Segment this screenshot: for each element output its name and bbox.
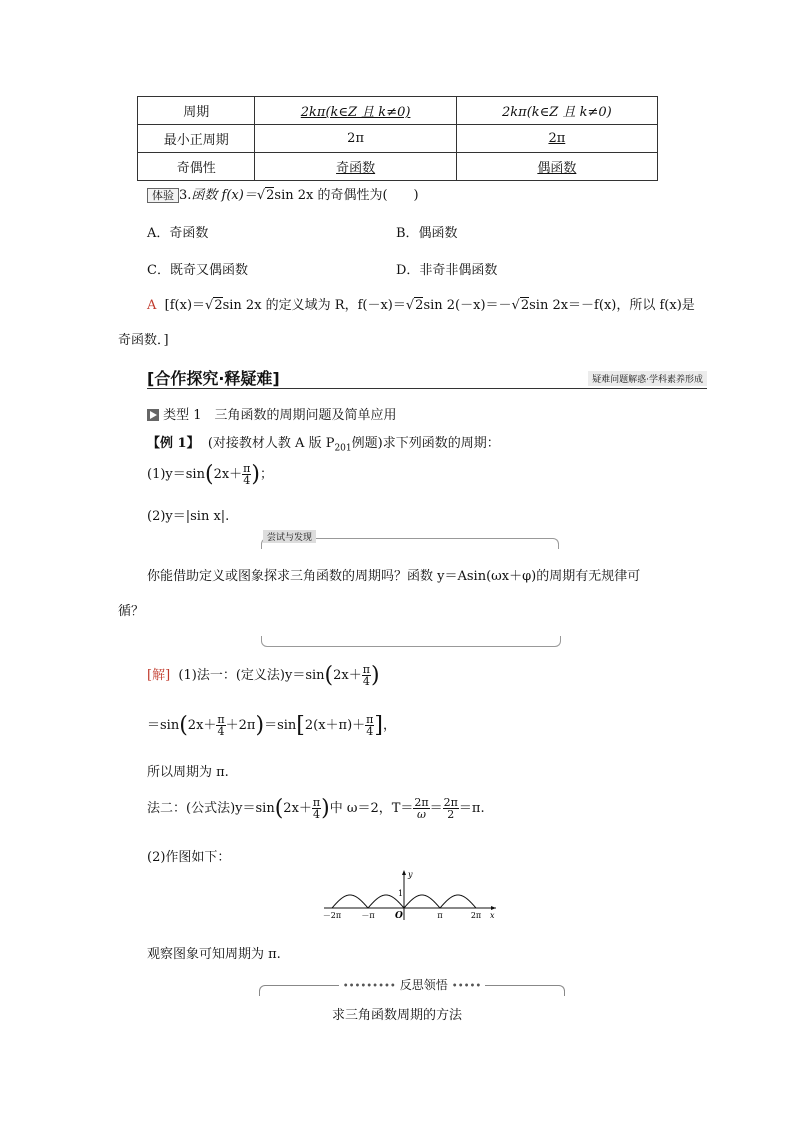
play-triangle-icon [147, 409, 159, 421]
table-cell: 2π [456, 125, 657, 153]
table-cell: 2π [255, 125, 456, 153]
example-label: 【例 1】 [147, 436, 200, 451]
reflect-box-top [259, 976, 565, 996]
option-d: D．非奇非偶函数 [396, 263, 498, 278]
sqrt-icon: √ [511, 298, 520, 313]
x-axis-arrow-icon [491, 906, 496, 910]
reflect-title: 反思领悟 [399, 978, 448, 992]
reflect-dots-icon: ••••• [448, 981, 486, 992]
reflect-subtitle: 求三角函数周期的方法 [331, 1008, 462, 1023]
answer-line-1: A [f(x)＝√2sin 2x 的定义域为 R，f(－x)＝√2sin 2(－x)＝－√2sin 2x＝－f(x)，所以 f(x)是 [147, 298, 695, 313]
try-line-2: 循？ [118, 604, 145, 619]
option-b: B．偶函数 [396, 226, 458, 241]
example-item-1: (1)y＝sin(2x＋ $\frac{\pi}{4}$ )； [147, 462, 274, 487]
solution-line-1: [解] (1)法一：(定义法)y＝sin(2x＋ $\frac{\pi}{4}$ ) [147, 663, 380, 688]
conclusion-2: 观察图象可知周期为 π. [147, 947, 281, 962]
solution-method-2: 法二：(公式法)y＝sin(2x＋ $\frac{\pi}{4}$ )中 ω＝2，T＝ $\frac{2\pi}{\omega}$ ＝ $\frac{2\pi}{2}$ ＝π. [147, 796, 485, 821]
table-row [138, 97, 658, 125]
try-box-title: 尝试与发现 [263, 530, 316, 543]
x-tick-label: －2π [322, 911, 342, 920]
table-cell: 2kπ(k∈Z 且 k≠0) [456, 97, 657, 125]
option-a: A．奇函数 [147, 226, 209, 241]
reflect-dots-icon: ••••••••• [339, 981, 400, 992]
table-cell: 2kπ(k∈Z 且 k≠0) [255, 97, 456, 125]
section-banner [147, 366, 707, 389]
graph-intro: (2)作图如下： [147, 850, 231, 865]
table-cell: 奇函数 [255, 153, 456, 181]
exercise-tag: 体验 [147, 188, 179, 203]
solution-tag: [解] [147, 668, 171, 683]
sqrt-icon: √ [256, 188, 266, 203]
y-label: y [408, 870, 413, 879]
table-row [138, 153, 658, 181]
x-tick-label: －π [361, 911, 375, 920]
exercise-stem: 体验 3.函数 f(x)＝√2sin 2x 的奇偶性为( ) [147, 184, 419, 203]
table-cell: 偶函数 [456, 153, 657, 181]
y-axis-arrow-icon [402, 870, 406, 875]
solution-line-2: ＝sin(2x＋ $\frac{\pi}{4}$ ＋2π)＝sin[2(x＋π)＋ $\frac{\pi}{4}$ ]， [147, 713, 396, 738]
example-1: 【例 1】 (对接教材人教 A 版 $P_{201}$例题)求下列函数的周期： [147, 436, 500, 454]
sqrt-icon: √ [205, 298, 214, 313]
properties-table [137, 96, 658, 181]
option-c: C．既奇又偶函数 [147, 263, 248, 278]
sqrt-icon: √ [405, 298, 415, 313]
answer-line-2: 奇函数．] [118, 333, 169, 348]
section-subtitle: 疑难问题解惑·学科素养形成 [588, 371, 707, 386]
x-tick-label: π [437, 911, 443, 920]
try-line-1: 你能借助定义或图象探求三角函数的周期吗？函数 y＝Asin(ωx＋φ)的周期有无规律可 [147, 569, 641, 584]
section-title: [合作探究·释疑难] [147, 369, 280, 388]
origin-label: O [395, 911, 403, 921]
table-row [138, 125, 658, 153]
abs-sin-graph [320, 868, 500, 924]
row-label: 最小正周期 [138, 125, 255, 153]
example-item-2: (2)y＝|sin x|. [147, 509, 230, 524]
conclusion-1: 所以周期为 π. [147, 765, 229, 780]
try-box-bottom [261, 636, 561, 647]
y-tick-1: 1 [398, 889, 404, 898]
row-label: 周期 [138, 97, 255, 125]
row-label: 奇偶性 [138, 153, 255, 181]
answer-letter: A [147, 298, 157, 313]
x-tick-label: 2π [470, 911, 482, 920]
try-box-top [261, 530, 559, 548]
x-label: x [490, 911, 495, 920]
type-heading: 类型 1 三角函数的周期问题及简单应用 [147, 404, 397, 423]
